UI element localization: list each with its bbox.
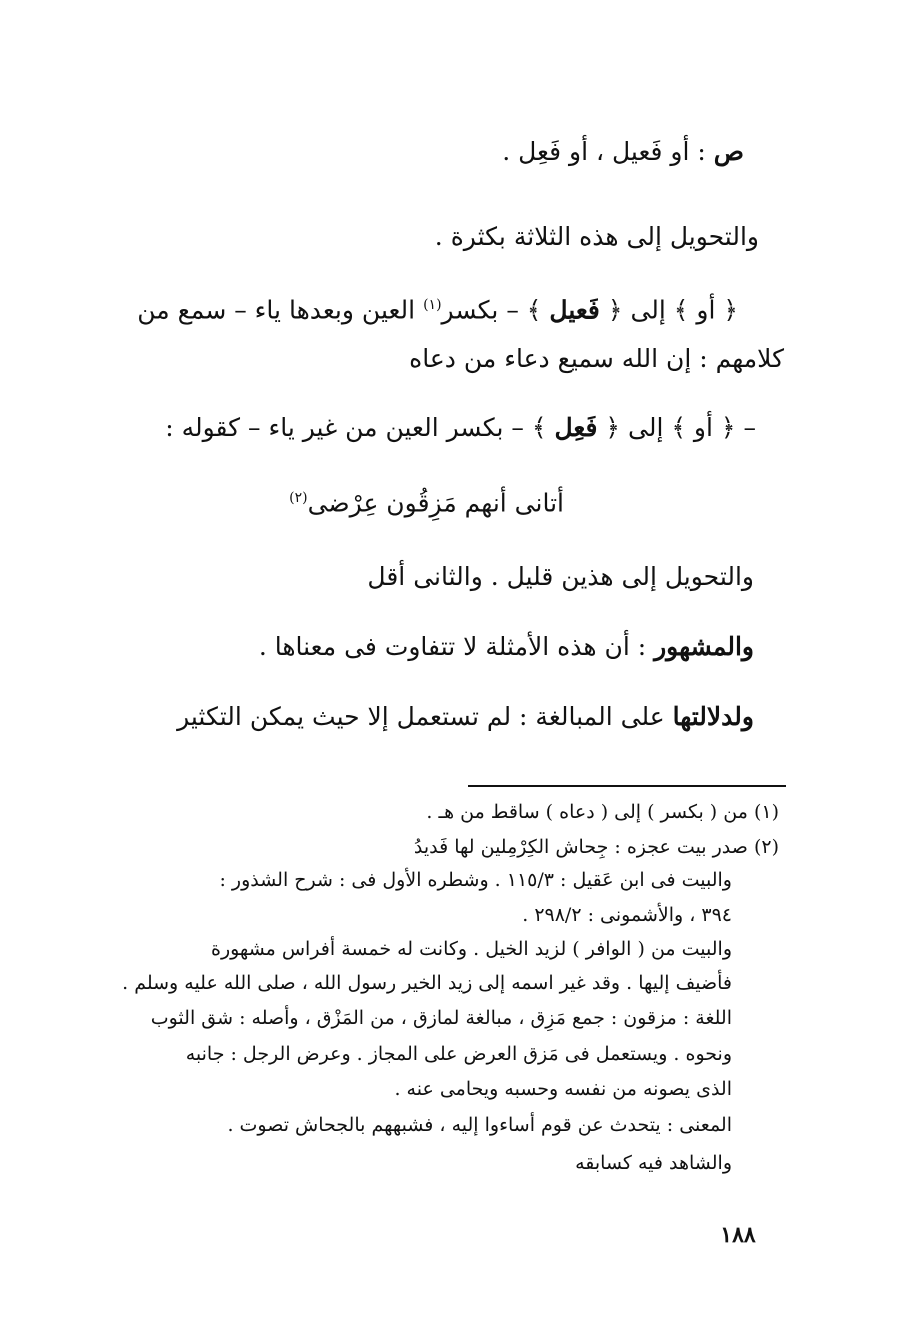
line-3-part-a: ﴿ أو ﴾ إلى ﴿ — [607, 295, 738, 325]
footnote-2-line-9: الذى يصونه من نفسه وحسبه ويحامى عنه . — [394, 1078, 732, 1100]
text-line-8 — [259, 627, 754, 667]
text-line-1 — [502, 132, 744, 172]
verse-text: أتانى أنهم مَزِقُون عِرْضى — [307, 488, 564, 518]
line-5-part-a: – ﴿ أو ﴾ إلى ﴿ — [605, 413, 756, 442]
footnote-2-line-11: والشاهد فيه كسابقه — [575, 1152, 732, 1174]
text-line-2: والتحويل إلى هذه الثلاثة بكثرة . — [434, 222, 759, 251]
footnote-2-line-3: والبيت فى ابن عَقيل : ١١٥/٣ . وشطره الأول فى : شرح الشذور : — [219, 869, 732, 891]
footnote-1: (١) من ( بكسر ) إلى ( دعاه ) ساقط من هـ . — [426, 801, 779, 823]
footnote-separator — [468, 785, 786, 787]
page-number: ١٨٨ — [720, 1222, 756, 1248]
line-9-bold-term: ولدلالتها — [672, 702, 754, 731]
line-3-part-c: العين وبعدها ياء – سمع من — [137, 295, 416, 325]
line-9-rest: على المبالغة : لم تستعمل إلا حيث يمكن التكثير — [177, 702, 665, 731]
footnote-2-line-8: ونحوه . ويستعمل فى مَزق العرض على المجاز . وعرض الرجل : جانبه — [185, 1043, 732, 1065]
text-line-9 — [177, 697, 754, 737]
footnote-ref-2: (٢) — [289, 490, 308, 506]
verse-line — [289, 478, 564, 523]
footnote-2-line-5: والبيت من ( الوافر ) لزيد الخيل . وكانت له خمسة أفراس مشهورة — [210, 938, 732, 960]
footnote-2-line-6: فأضيف إليها . وقد غير اسمه إلى زيد الخير رسول الله ، صلى الله عليه وسلم . — [122, 972, 732, 994]
text-line-5 — [165, 408, 756, 448]
text-line-3 — [137, 285, 738, 330]
line-3-part-b: ﴾ – بكسر — [441, 295, 542, 325]
line-5-part-b: ﴾ – بكسر العين من غير ياء – كقوله : — [165, 413, 547, 442]
pattern-faeel: فَعيل — [549, 295, 600, 325]
footnote-2-line-7: اللغة : مزقون : جمع مَزِق ، مبالغة لمازق ، من المَزْق ، وأصله : شق الثوب — [150, 1007, 732, 1029]
section-marker: ص — [713, 137, 744, 166]
pattern-faeil: فَعِل — [554, 413, 598, 442]
footnote-ref-1: (١) — [423, 297, 442, 313]
line-8-rest: : أن هذه الأمثلة لا تتفاوت فى معناها . — [258, 632, 647, 661]
text-line-4: كلامهم : إن الله سميع دعاء من دعاه — [409, 344, 784, 373]
line-8-bold-term: والمشهور — [654, 632, 754, 661]
footnote-2-line-4: ٣٩٤ ، والأشمونى : ٢٩٨/٢ . — [522, 904, 732, 926]
footnote-2: (٢) صدر بيت عجزه : جِحاش الكِرْمِلين لها فَديدُ — [413, 836, 779, 858]
footnote-2-line-10: المعنى : يتحدث عن قوم أساءوا إليه ، فشبههم بالجحاش تصوت . — [227, 1114, 732, 1136]
line-1-text: : أو فَعيل ، أو فَعِل . — [502, 137, 706, 166]
text-line-7: والتحويل إلى هذين قليل . والثانى أقل — [367, 562, 754, 591]
